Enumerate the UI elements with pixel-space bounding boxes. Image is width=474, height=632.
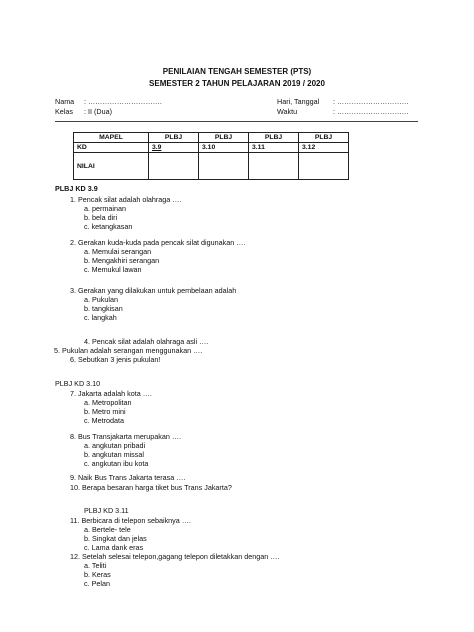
nilai-cell-2[interactable] — [199, 153, 249, 180]
exam-subtitle: SEMESTER 2 TAHUN PELAJARAN 2019 / 2020 — [149, 79, 325, 88]
option-11b: b. Singkat dan jelas — [84, 534, 147, 543]
nilai-label: NILAI — [74, 153, 149, 180]
option-1b: b. bela diri — [84, 213, 118, 222]
option-7c: c. Metrodata — [84, 416, 124, 425]
waktu-field[interactable]: : ………………………… — [333, 107, 409, 116]
kd-value-4: 3.12 — [299, 143, 349, 153]
header-plbj-1: PLBJ — [149, 133, 199, 143]
question-9: 9. Naik Bus Trans Jakarta terasa …. — [70, 473, 186, 482]
exam-title: PENILAIAN TENGAH SEMESTER (PTS) — [162, 67, 312, 76]
option-11a: a. Bertele- tele — [84, 525, 131, 534]
nilai-cell-1[interactable] — [149, 153, 199, 180]
kd-value-1: 3.9 — [149, 143, 199, 153]
option-7b: b. Metro mini — [84, 407, 126, 416]
option-2b: b. Mengakhiri serangan — [84, 256, 160, 265]
option-12b: b. Keras — [84, 570, 111, 579]
score-table-kd-row — [74, 143, 349, 153]
question-8: 8. Bus Transjakarta merupakan …. — [70, 432, 182, 441]
option-8b: b. angkutan missal — [84, 450, 144, 459]
kd-value-2: 3.10 — [199, 143, 249, 153]
nilai-cell-4[interactable] — [299, 153, 349, 180]
question-6: 6. Sebutkan 3 jenis pukulan! — [70, 355, 161, 364]
header-plbj-2: PLBJ — [199, 133, 249, 143]
option-1c: c. ketangkasan — [84, 222, 133, 231]
score-table — [73, 132, 349, 180]
kelas-label: Kelas — [55, 107, 73, 116]
option-8a: a. angkutan pribadi — [84, 441, 146, 450]
option-8c: c. angkutan ibu kota — [84, 459, 149, 468]
option-7a: a. Metropolitan — [84, 398, 132, 407]
header-mapel: MAPEL — [74, 133, 149, 143]
nilai-cell-3[interactable] — [249, 153, 299, 180]
section-heading-kd311: PLBJ KD 3.11 — [84, 506, 129, 515]
option-1a: a. permainan — [84, 204, 126, 213]
divider-line — [55, 121, 418, 122]
question-12: 12. Setelah selesai telepon,gagang telepon diletakkan dengan …. — [70, 552, 280, 561]
option-11c: c. Lama dank eras — [84, 543, 144, 552]
kelas-value: : II (Dua) — [84, 107, 112, 116]
question-7: 7. Jakarta adalah kota …. — [70, 389, 152, 398]
option-3c: c. langkah — [84, 313, 117, 322]
option-12a: a. Teliti — [84, 561, 107, 570]
nama-field[interactable]: : …………………………. — [84, 97, 162, 106]
question-1: 1. Pencak silat adalah olahraga …. — [70, 195, 182, 204]
question-2: 2. Gerakan kuda-kuda pada pencak silat digunakan …. — [70, 238, 246, 247]
hari-label: Hari, Tanggal — [277, 97, 320, 106]
waktu-label: Waktu — [277, 107, 298, 116]
score-table-header-row — [74, 133, 349, 143]
question-5: 5. Pukulan adalah serangan menggunakan …. — [54, 346, 203, 355]
option-12c: c. Pelan — [84, 579, 110, 588]
question-10: 10. Berapa besaran harga tiket bus Trans Jakarta? — [70, 483, 232, 492]
section-heading-kd39: PLBJ KD 3.9 — [55, 184, 98, 193]
question-3: 3. Gerakan yang dilakukan untuk pembelaan adalah — [70, 286, 237, 295]
question-11: 11. Berbicara di telepon sebaiknya …. — [70, 516, 191, 525]
option-3a: a. Pukulan — [84, 295, 118, 304]
header-plbj-3: PLBJ — [249, 133, 299, 143]
score-table-nilai-row — [74, 153, 349, 180]
kd-value-3: 3.11 — [249, 143, 299, 153]
section-heading-kd310: PLBJ KD 3.10 — [55, 379, 101, 388]
option-2c: c. Memukul lawan — [84, 265, 142, 274]
option-2a: a. Memulai serangan — [84, 247, 152, 256]
hari-field[interactable]: : ………………………… — [333, 97, 409, 106]
kd-label: KD — [74, 143, 149, 153]
option-3b: b. tangkisan — [84, 304, 123, 313]
header-plbj-4: PLBJ — [299, 133, 349, 143]
question-4: 4. Pencak silat adalah olahraga asli …. — [84, 337, 209, 346]
nama-label: Nama — [55, 97, 75, 106]
